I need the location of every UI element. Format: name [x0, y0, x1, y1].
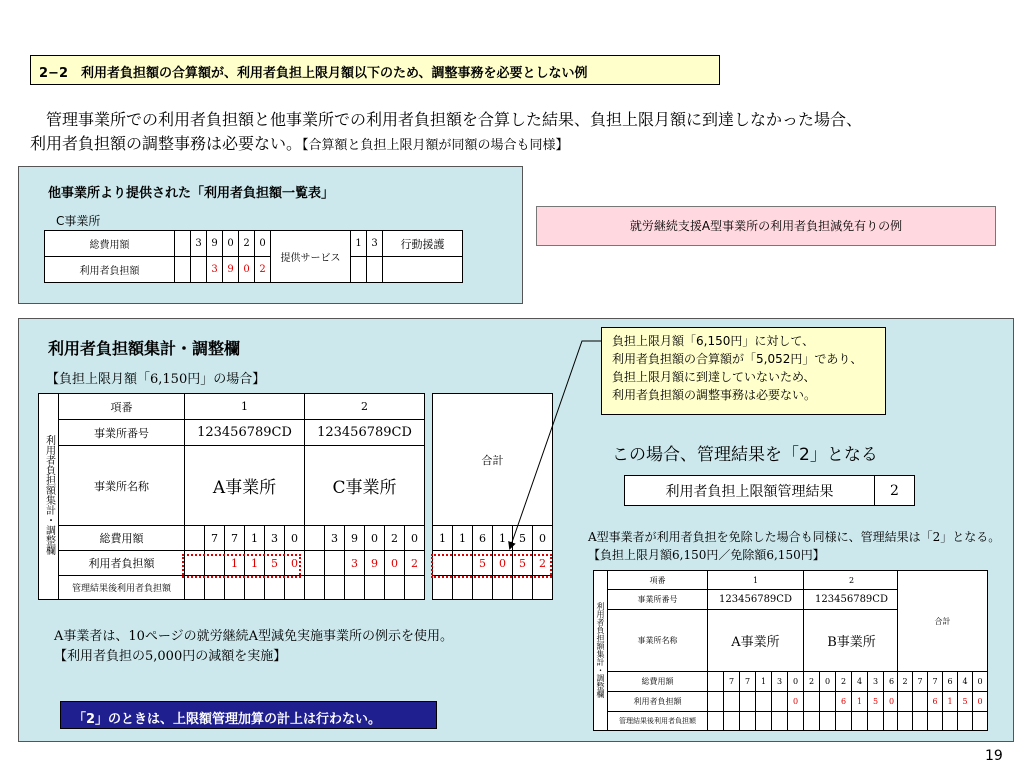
digit-cell: 9: [365, 551, 385, 576]
digit-cell: 0: [820, 672, 836, 692]
intro-line-2-main: 利用者負担額の調整事務は必要ない。: [30, 134, 303, 153]
digit-cell: 3: [191, 231, 207, 257]
digit-cell: 4: [852, 672, 868, 692]
digit-cell: 6: [473, 526, 493, 551]
provider-title: 他事業所より提供された「利用者負担額一覧表」: [48, 186, 335, 201]
digit-cell: 1: [943, 692, 958, 712]
table-row: [898, 672, 988, 692]
col1-num: 1: [708, 571, 804, 590]
example2-table: [593, 570, 900, 731]
col2-office-name: B事業所: [804, 610, 900, 672]
conclusion-text: この場合、管理結果を「2」となる: [612, 445, 878, 465]
table-row: [625, 476, 915, 506]
digit-cell: 9: [207, 231, 223, 257]
digit-cell: [852, 712, 868, 731]
digit-cell: 0: [788, 692, 804, 712]
intro-line-2-note: 【合算額と負担上限月額が同額の場合も同様】: [302, 138, 569, 153]
digit-cell: 1: [756, 672, 772, 692]
row-label-burden: 利用者負担額: [608, 692, 708, 712]
digit-cell: 1: [351, 231, 367, 257]
service-name: 行動援護: [383, 231, 463, 257]
digit-cell: 1: [245, 551, 265, 576]
digit-cell: 0: [385, 551, 405, 576]
row-label-total-cost: 総費用額: [59, 526, 185, 551]
col2-office-name: C事業所: [305, 446, 425, 526]
result-value: 2: [875, 476, 915, 506]
result-table: [624, 475, 915, 506]
col2-office-no: 123456789CD: [804, 590, 900, 610]
digit-cell: 1: [433, 526, 453, 551]
digit-cell: 1: [453, 526, 473, 551]
digit-cell: 2: [898, 672, 913, 692]
digit-cell: [708, 692, 724, 712]
service-label: 提供サービス: [271, 231, 351, 283]
summary-title: 利用者負担額集計・調整欄: [48, 339, 241, 358]
digit-cell: [868, 712, 884, 731]
table-row: [594, 590, 900, 610]
col1-office-no: 123456789CD: [185, 420, 305, 446]
digit-cell: 2: [239, 231, 255, 257]
digit-cell: [820, 712, 836, 731]
digit-cell: 5: [513, 526, 533, 551]
table-row: [594, 692, 900, 712]
col1-office-name: A事業所: [185, 446, 305, 526]
row-label-office-no: 事業所番号: [608, 590, 708, 610]
digit-cell: [943, 712, 958, 731]
digit-cell: 2: [804, 672, 820, 692]
digit-cell: 5: [265, 551, 285, 576]
digit-cell: 7: [913, 672, 928, 692]
digit-cell: [708, 712, 724, 731]
callout-line: 利用者負担額の調整事務は必要ない。: [612, 388, 817, 402]
digit-cell: 1: [852, 692, 868, 712]
digit-cell: 7: [205, 526, 225, 551]
table-row: [898, 692, 988, 712]
digit-cell: [756, 712, 772, 731]
digit-cell: 0: [533, 526, 553, 551]
digit-cell: 3: [207, 257, 223, 283]
a-note-line: A事業者は、10ページの就労継続A型減免実施事業所の例示を使用。: [54, 629, 454, 644]
digit-cell: 3: [868, 672, 884, 692]
side-label: 利用者負担額集計・調整欄: [39, 394, 59, 600]
a-note-line: 【利用者負担の5,000円の減額を実施】: [54, 649, 287, 664]
digit-cell: 5: [868, 692, 884, 712]
digit-cell: [898, 692, 913, 712]
summary-condition: 【負担上限月額「6,150円」の場合】: [46, 372, 266, 387]
digit-cell: [724, 692, 740, 712]
digit-cell: 3: [325, 526, 345, 551]
digit-cell: [958, 712, 973, 731]
intro-line-1: 管理事業所での利用者負担額と他事業所での利用者負担額を合算した結果、負担上限月額に到達しなかった場合、: [30, 110, 863, 129]
digit-cell: 7: [740, 672, 756, 692]
table-row: [898, 571, 988, 672]
digit-cell: [708, 672, 724, 692]
callout-box: [601, 327, 886, 415]
digit-cell: 0: [788, 672, 804, 692]
col1-office-no: 123456789CD: [708, 590, 804, 610]
digit-cell: 3: [772, 672, 788, 692]
digit-cell: 0: [973, 672, 988, 692]
col2-num: 2: [305, 394, 425, 420]
col2-num: 2: [804, 571, 900, 590]
digit-cell: 3: [265, 526, 285, 551]
digit-cell: 2: [385, 526, 405, 551]
col2-office-no: 123456789CD: [305, 420, 425, 446]
digit-cell: 0: [255, 231, 271, 257]
a-note: [54, 627, 453, 667]
provider-office: C事業所: [56, 214, 101, 228]
digit-cell: [913, 692, 928, 712]
digit-cell: 6: [943, 672, 958, 692]
col1-num: 1: [185, 394, 305, 420]
table-row: [898, 712, 988, 731]
digit-cell: 2: [533, 551, 553, 576]
callout-line: 利用者負担額の合算額が「5,052円」であり、: [612, 352, 863, 366]
digit-cell: [740, 712, 756, 731]
digit-cell: 0: [405, 526, 425, 551]
example-label-box: 就労継続支援A型事業所の利用者負担減免有りの例: [536, 206, 996, 246]
result-label: 利用者負担上限額管理結果: [625, 476, 875, 506]
row-label-burden: 利用者負担額: [59, 551, 185, 576]
digit-cell: 1: [225, 551, 245, 576]
digit-cell: [913, 712, 928, 731]
digit-cell: [820, 692, 836, 712]
table-row: [594, 672, 900, 692]
digit-cell: 5: [473, 551, 493, 576]
digit-cell: 6: [836, 692, 852, 712]
digit-cell: 0: [223, 231, 239, 257]
digit-cell: [740, 692, 756, 712]
digit-cell: 0: [285, 526, 305, 551]
digit-cell: 0: [973, 692, 988, 712]
row-label-total-cost: 総費用額: [608, 672, 708, 692]
digit-cell: [804, 712, 820, 731]
digit-cell: 1: [493, 526, 513, 551]
digit-cell: [724, 712, 740, 731]
digit-cell: 5: [958, 692, 973, 712]
digit-cell: 2: [836, 672, 852, 692]
row-label-item: 項番: [59, 394, 185, 420]
row-label-after: 管理結果後利用者負担額: [608, 712, 708, 731]
digit-cell: 7: [724, 672, 740, 692]
digit-cell: 7: [928, 672, 943, 692]
digit-cell: [756, 692, 772, 712]
page-number: 19: [985, 748, 1003, 764]
row-label-office-name: 事業所名称: [608, 610, 708, 672]
digit-cell: [804, 692, 820, 712]
row-label-office-name: 事業所名称: [59, 446, 185, 526]
digit-cell: [973, 712, 988, 731]
digit-cell: 2: [405, 551, 425, 576]
digit-cell: [928, 712, 943, 731]
digit-cell: 1: [245, 526, 265, 551]
digit-cell: [772, 692, 788, 712]
col1-office-name: A事業所: [708, 610, 804, 672]
table-row: [594, 712, 900, 731]
digit-cell: 5: [513, 551, 533, 576]
digit-cell: 4: [958, 672, 973, 692]
row-label-after: 管理結果後利用者負担額: [59, 576, 185, 600]
table-row: [594, 610, 900, 672]
example2-total-table: [897, 570, 988, 731]
blue-note: 「2」のときは、上限額管理加算の計上は行わない。: [60, 701, 437, 729]
side-label: 利用者負担額集計・調整欄: [594, 571, 608, 731]
digit-cell: 0: [884, 692, 900, 712]
digit-cell: 3: [367, 231, 383, 257]
digit-cell: 6: [884, 672, 900, 692]
digit-cell: 9: [223, 257, 239, 283]
slide-title: 2−2 利用者負担額の合算額が、利用者負担上限月額以下のため、調整事務を必要としない例: [30, 55, 720, 85]
digit-cell: 2: [255, 257, 271, 283]
digit-cell: [898, 712, 913, 731]
digit-cell: 0: [493, 551, 513, 576]
row-label-total-cost: 総費用額: [45, 231, 175, 257]
digit-cell: [788, 712, 804, 731]
total-label: 合計: [433, 394, 553, 526]
digit-cell: 0: [239, 257, 255, 283]
row-label-item: 項番: [608, 571, 708, 590]
row-label-office-no: 事業所番号: [59, 420, 185, 446]
table-row: [594, 571, 900, 590]
digit-cell: 6: [928, 692, 943, 712]
total-label: 合計: [898, 571, 988, 672]
exempt-note: A型事業者が利用者負担を免除した場合も同様に、管理結果は「2」となる。【負担上限月額6,150円／免除額6,150円】: [588, 530, 1001, 562]
digit-cell: 3: [345, 551, 365, 576]
callout-line: 負担上限月額に到達していないため、: [612, 370, 816, 384]
digit-cell: [836, 712, 852, 731]
digit-cell: 0: [365, 526, 385, 551]
digit-cell: 7: [225, 526, 245, 551]
digit-cell: [772, 712, 788, 731]
digit-cell: 9: [345, 526, 365, 551]
callout-line: 負担上限月額「6,150円」に対して、: [612, 334, 815, 348]
row-label-burden: 利用者負担額: [45, 257, 175, 283]
digit-cell: 0: [285, 551, 305, 576]
